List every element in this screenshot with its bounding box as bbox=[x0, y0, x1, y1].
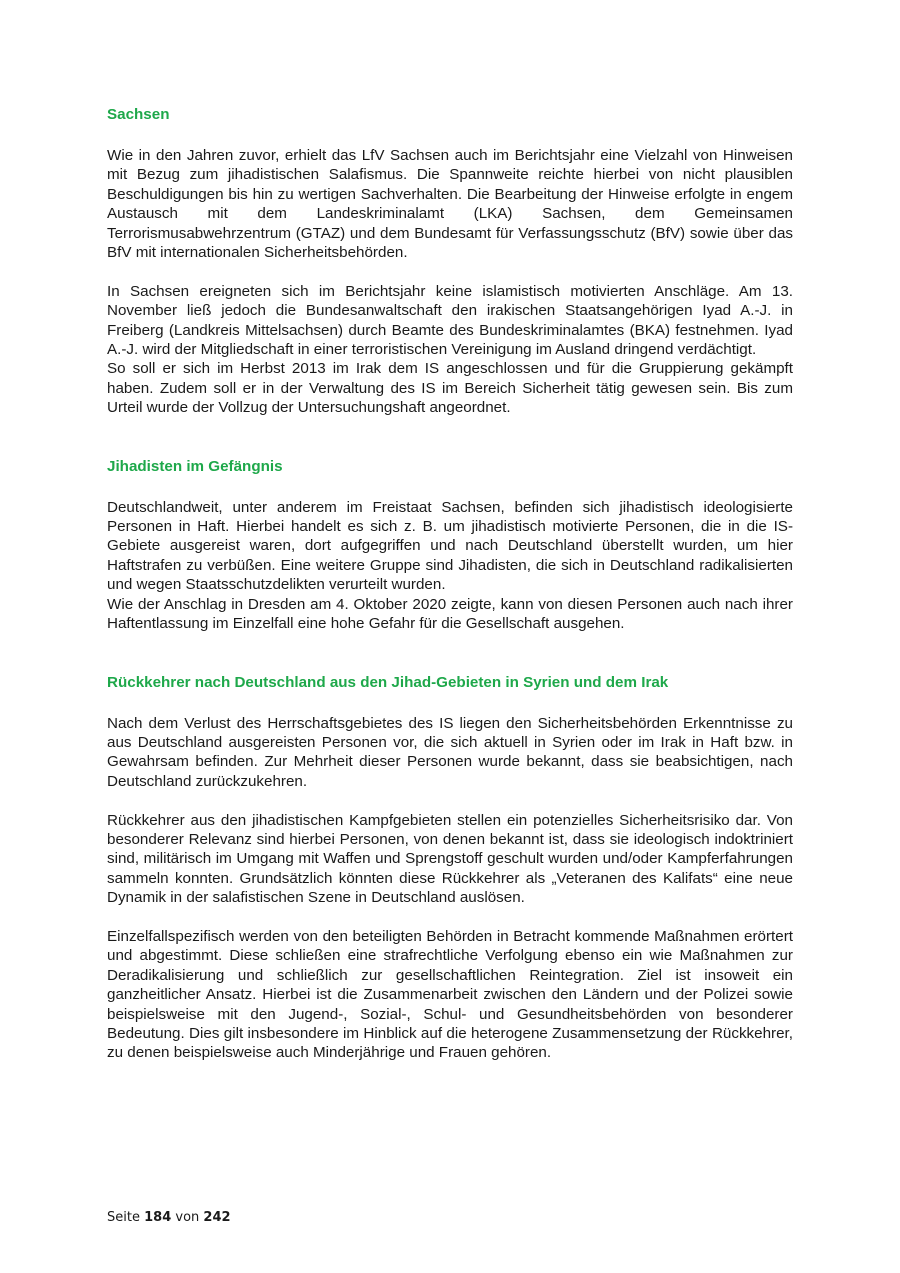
paragraph: Wie der Anschlag in Dresden am 4. Oktober 2020 zeigte, kann von diesen Personen auch nach ihrer Haftentlassung im Einzelfall eine hohe Gefahr für die Gesellschaft ausgehen. bbox=[107, 595, 793, 633]
footer-current-page: 184 bbox=[144, 1210, 172, 1225]
paragraph: Deutschlandweit, unter anderem im Freistaat Sachsen, befinden sich jihadistisch ideologisierte Personen in Haft. Hierbei handelt es sich z. B. um jihadistisch motivierte Personen, die in die IS-Gebiete ausgereist waren, dort aufgegriffen und nach Deutschland überstellt wurden, um hier Haftstrafen zu verbüßen. Eine weitere Gruppe sind Jihadisten, die sich in Deutschland radikalisierten und wegen Staatsschutzdelikten verurteilt wurden. bbox=[107, 498, 793, 594]
section-heading-jihadisten-im-gefaengnis: Jihadisten im Gefängnis bbox=[107, 457, 283, 475]
paragraph: So soll er sich im Herbst 2013 im Irak dem IS angeschlossen und für die Gruppierung gekämpft haben. Zudem soll er in der Verwaltung des IS im Bereich Sicherheit tätig gewesen sein. Bis zum Urteil wurde der Vollzug der Untersuchungshaft angeordnet. bbox=[107, 360, 793, 417]
footer-separator: von bbox=[175, 1210, 200, 1225]
paragraph: Einzelfallspezifisch werden von den beteiligten Behörden in Betracht kommende Maßnahmen erörtert und abgestimmt. Diese schließen eine strafrechtliche Verfolgung ebenso ein wie Maßnahmen zur Deradikalisierung und schließlich zur gesellschaftlichen Reintegration. Ziel ist insoweit ein ganzheitlicher Ansatz. Hierbei ist die Zusammenarbeit zwischen den Ländern und der Polizei sowie beispielsweise mit den Jugend-, Sozial-, Schul- und Gesundheitsbehörden von besonderer Bedeutung. Dies gilt insbesondere im Hinblick auf die heterogene Zusammensetzung der Rückkehrer, zu denen beispielsweise auch Minderjährige und Frauen gehören. bbox=[107, 927, 793, 1062]
paragraph: In Sachsen ereigneten sich im Berichtsjahr keine islamistisch motivierten Anschläge. Am 13. November ließ jedoch die Bundesanwaltschaft den irakischen Staatsangehörigen Iyad A.-J. in Freiberg (Landkreis Mittelsachsen) durch Beamte des Bundeskriminalamtes (BKA) festnehmen. Iyad A.-J. wird der Mitgliedschaft in einer terroristischen Vereinigung im Ausland dringend verdächtigt. bbox=[107, 282, 793, 359]
footer-total-pages: 242 bbox=[203, 1210, 231, 1225]
section-heading-rueckkehrer: Rückkehrer nach Deutschland aus den Jihad-Gebieten in Syrien und dem Irak bbox=[107, 673, 669, 691]
footer-prefix: Seite bbox=[107, 1210, 140, 1225]
paragraph: Wie in den Jahren zuvor, erhielt das LfV Sachsen auch im Berichtsjahr eine Vielzahl von Hinweisen mit Bezug zum jihadistischen Salafismus. Die Spannweite reichte hierbei von nicht plausiblen Beschuldigungen bis hin zu wertigen Sachverhalten. Die Bearbeitung der Hinweise erfolgte in engem Austausch mit dem Landeskriminalamt (LKA) Sachsen, dem Gemeinsamen Terrorismusabwehrzentrum (GTAZ) und dem Bundesamt für Verfassungsschutz (BfV) sowie über das BfV mit internationalen Sicherheitsbehörden. bbox=[107, 147, 793, 262]
page-footer bbox=[107, 1210, 231, 1225]
section-heading-sachsen: Sachsen bbox=[107, 106, 170, 123]
page-content bbox=[107, 104, 793, 1063]
paragraph: Nach dem Verlust des Herrschaftsgebietes des IS liegen den Sicherheitsbehörden Erkenntnisse zu aus Deutschland ausgereisten Personen vor, die sich aktuell in Syrien oder im Irak in Haft bzw. in Gewahrsam befinden. Zur Mehrheit dieser Personen wurde bekannt, dass sie beabsichtigen, nach Deutschland zurückzukehren. bbox=[107, 714, 793, 790]
paragraph: Rückkehrer aus den jihadistischen Kampfgebieten stellen ein potenzielles Sicherheitsrisiko dar. Von besonderer Relevanz sind hierbei Personen, von denen bekannt ist, dass sie ideologisch indoktriniert sind, militärisch im Umgang mit Waffen und Sprengstoff geschult wurden und/oder Kampferfahrungen sammeln konnten. Grundsätzlich könnten diese Rückkehrer als „Veteranen des Kalifats“ eine neue Dynamik in der salafistischen Szene in Deutschland auslösen. bbox=[107, 811, 793, 907]
